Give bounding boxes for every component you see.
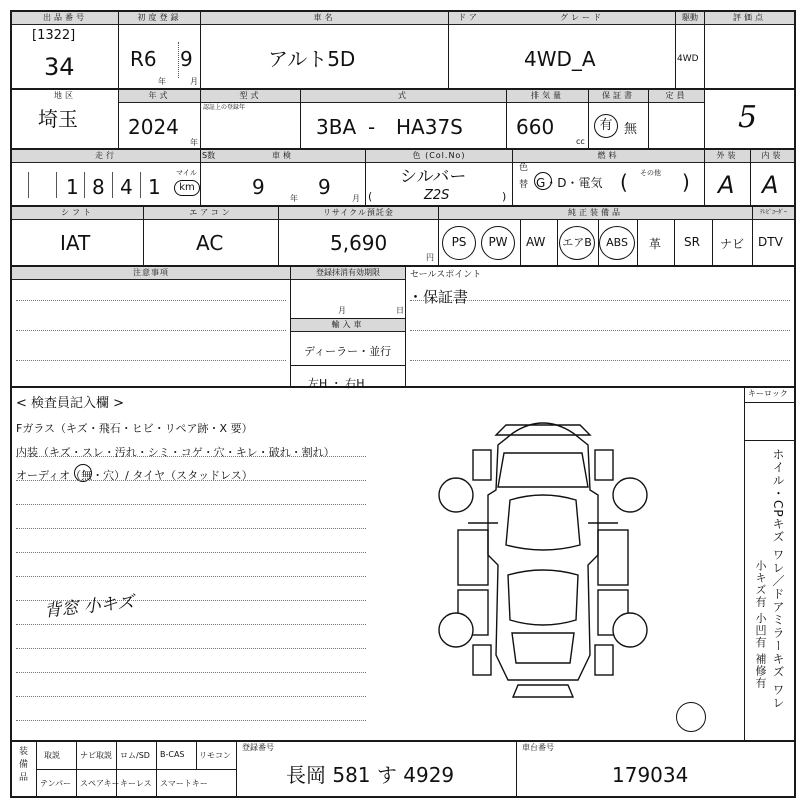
bottom-smartkey: スマートキー [160, 779, 208, 788]
header-recycle: リサイクル預託金 [279, 207, 438, 220]
header-drive: 駆動 [676, 12, 704, 25]
chassis-number: 179034 [612, 763, 689, 787]
recycle-amount: 5,690 [330, 231, 388, 255]
color-name: シルバー [400, 167, 467, 187]
mileage-digit-1: 1 [66, 175, 79, 199]
header-notes: 注意事項 [12, 267, 290, 280]
first-reg-tsuki: 月 [190, 77, 198, 86]
header-exterior: 外装 [705, 150, 750, 163]
model-year-nen: 年 [190, 138, 198, 147]
first-reg-nen: 年 [158, 77, 166, 86]
header-interior: 内装 [751, 150, 794, 163]
bottom-temper: テンパー [40, 779, 72, 788]
car-diagram [438, 405, 648, 735]
inspection-tsuki: 月 [352, 194, 360, 203]
side-note-1: ホイル・CPキズ ワレ／ドアミラーキズ ワレ [771, 448, 785, 710]
shift: IAT [60, 231, 91, 255]
header-inspection: 車検 [201, 150, 365, 163]
bottom-bcas: B-CAS [160, 750, 185, 759]
mileage-digit-2: 8 [92, 175, 105, 199]
lot-number: 34 [44, 53, 75, 81]
car-drive: 4WD [677, 54, 699, 64]
bottom-keyless: キーレス [120, 779, 152, 788]
bottom-navi-manual: ナビ取説 [80, 751, 112, 760]
header-equipment-corner: ﾃﾚﾋﾞｺｰﾀﾞｰ [753, 207, 794, 220]
color-side-label: 色替 [517, 162, 527, 196]
header-door: ドア [449, 12, 489, 25]
fuel-other: その他 [640, 169, 661, 177]
mileage-digit-4: 1 [148, 175, 161, 199]
inspector-line-2: 内装（キズ・スレ・汚れ・シミ・コゲ・穴・キレ・破れ・割れ） [16, 446, 335, 459]
header-aircon: エアコン [144, 207, 278, 220]
header-sales-point: セールスポイント [410, 270, 482, 280]
exterior-grade: A [718, 171, 735, 199]
equip-aw: AW [526, 235, 546, 249]
mileage-unit-km: km [174, 180, 200, 196]
fuel-options: G・D・電気 [536, 174, 603, 191]
mileage-digit-3: 4 [120, 175, 133, 199]
header-import: 輸入車 [291, 319, 405, 332]
header-plate: 登録番号 [242, 743, 274, 752]
interior-grade: A [762, 171, 779, 199]
equip-dtv: DTV [758, 235, 783, 249]
rear-left-wheel [439, 613, 473, 647]
car-score: 5 [738, 100, 758, 135]
header-model: 型式 [201, 90, 300, 103]
header-car-name: 車名 [201, 12, 448, 25]
header-displacement: 排気量 [507, 90, 588, 103]
header-inspector: < 検査員記入欄 > [16, 396, 125, 411]
equip-leather: 革 [649, 237, 662, 251]
header-keylock: キーロック [748, 389, 788, 398]
rear-right-wheel [613, 613, 647, 647]
model-year-note: 認証上の登録年 [203, 104, 246, 111]
header-grade: グレード [489, 12, 675, 25]
bottom-side-label: 装備品 [17, 746, 27, 785]
inspector-line-3: オーディオ（無・穴）/ タイヤ（スタッドレス） [16, 469, 253, 482]
car-name: アルト5D [268, 47, 356, 71]
equip-navi: ナビ [720, 237, 745, 251]
header-score: 評価点 [705, 12, 794, 25]
header-mileage: 走行 [12, 150, 200, 163]
front-right-wheel [613, 478, 647, 512]
color-code: Z2S [424, 188, 450, 203]
inspection-month: 9 [318, 175, 331, 199]
header-fuel: 燃料 [513, 150, 704, 163]
header-first-reg: 初度登録 [119, 12, 200, 25]
header-area: 地区 [54, 91, 76, 100]
aircon: AC [196, 231, 224, 255]
header-seating: 定員 [649, 90, 704, 103]
inspection-year: 9 [252, 175, 265, 199]
bottom-rom-sd: ロム/SD [120, 751, 150, 760]
spare-wheel-circle [676, 702, 706, 732]
front-left-wheel [439, 478, 473, 512]
header-chassis: 車台番号 [522, 743, 554, 752]
car-body-outline [488, 423, 598, 680]
first-reg-month: 9 [180, 47, 193, 71]
warranty-no: 無 [624, 122, 638, 137]
equip-abs: ABS [599, 226, 635, 260]
inspection-nen: 年 [290, 194, 298, 203]
header-warranty: 保証書 [589, 90, 648, 103]
x-mark-circle [240, 416, 258, 434]
header-year: 年式 [119, 90, 200, 103]
model-code: HA37S [396, 115, 463, 139]
reg-deadline-nichi: 日 [396, 306, 404, 315]
displacement: 660 [516, 115, 555, 139]
import-hand: 左H ・ 右H [308, 377, 365, 390]
plate-number: 長岡 581 す 4929 [286, 763, 455, 787]
lot-bracket: [1322] [32, 28, 76, 43]
bottom-spare-key: スペアキー [80, 779, 120, 788]
model-year: 2024 [128, 115, 179, 139]
bottom-manual: 取説 [44, 751, 60, 760]
equip-pw: PW [481, 226, 515, 260]
header-shift: シフト [12, 207, 143, 220]
header-color: 色 (Col.No) [366, 150, 512, 163]
bottom-remote: リモコン [199, 751, 231, 760]
mileage-unit-mile: マイル [176, 169, 197, 177]
equip-sr: SR [684, 235, 700, 249]
warranty-yes: 有 [594, 114, 618, 138]
side-note-2: 小キズ有 小凹有 補修有 [754, 560, 767, 689]
equip-airbag: エアB [559, 226, 595, 260]
recycle-unit: 円 [426, 253, 434, 262]
header-auction: 出品番号 [12, 12, 118, 25]
import-dealer: ディーラー・並行 [304, 345, 392, 358]
area: 埼玉 [38, 107, 78, 131]
header-equipment: 純正装備品 [439, 207, 752, 220]
header-type: 式 [301, 90, 506, 103]
equip-ps: PS [442, 226, 476, 260]
sales-point-1: ・保証書 [408, 288, 469, 306]
first-reg-era: R6 [130, 47, 157, 71]
model-dash: - [368, 115, 376, 139]
mileage-s-label: S数 [202, 151, 216, 160]
reg-deadline-tsuki: 月 [338, 306, 346, 315]
car-grade: 4WD_A [524, 47, 596, 71]
inspector-line-1: Fガラス（キズ・飛石・ヒビ・リペア跡・X 要） [16, 422, 253, 435]
model-prefix: 3BA [316, 115, 357, 139]
displacement-unit: cc [576, 137, 585, 146]
handwritten-note: 背窓 小キズ [43, 592, 136, 622]
header-reg-deadline: 登録抹消有効期限 [291, 267, 405, 280]
